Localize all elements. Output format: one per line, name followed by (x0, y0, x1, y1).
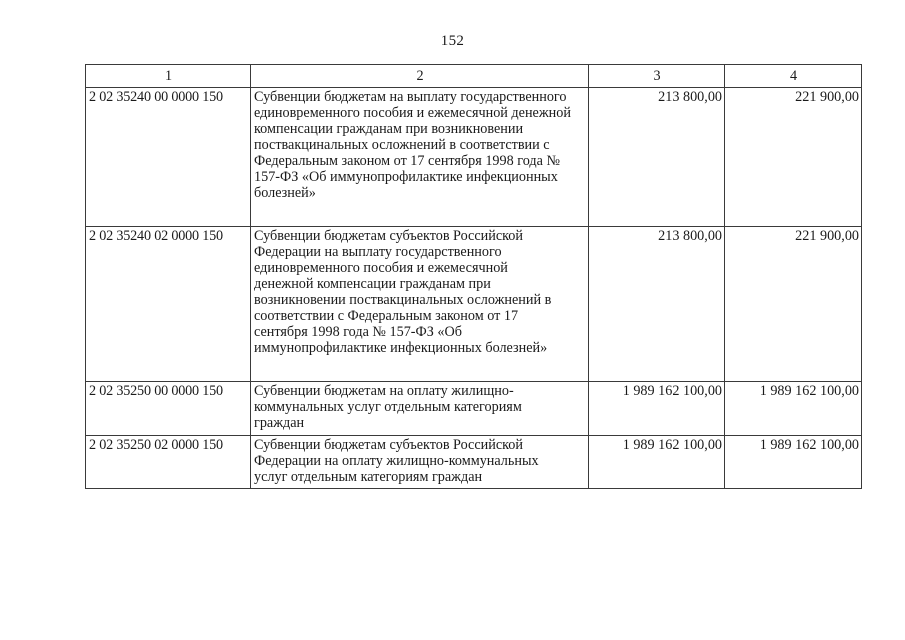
amount-year-1: 213 800,00 (589, 88, 725, 227)
income-name: Субвенции бюджетам на выплату государственного единовременного пособия и ежемесячной денежной компенсации гражданам при возникновении поствакцинальных осложнений в соответствии с Федеральным законом от 17 сентября 1998 года № 157-ФЗ «Об иммунопрофилактике инфекционных болезней» (251, 88, 589, 227)
amount-year-2: 1 989 162 100,00 (725, 382, 862, 436)
table-row (86, 382, 862, 436)
table-row (86, 227, 862, 382)
amount-year-2: 1 989 162 100,00 (725, 436, 862, 489)
amount-year-2: 221 900,00 (725, 227, 862, 382)
column-header-3: 3 (589, 65, 725, 88)
classification-code: 2 02 35250 00 0000 150 (86, 382, 251, 436)
income-name: Субвенции бюджетам на оплату жилищно-коммунальных услуг отдельным категориям граждан (251, 382, 589, 436)
budget-table (85, 64, 862, 489)
amount-year-1: 1 989 162 100,00 (589, 382, 725, 436)
classification-code: 2 02 35240 00 0000 150 (86, 88, 251, 227)
table-row (86, 436, 862, 489)
classification-code: 2 02 35250 02 0000 150 (86, 436, 251, 489)
income-name: Субвенции бюджетам субъектов Российской Федерации на выплату государственного единовременного пособия и ежемесячной денежной компенсации гражданам при возникновении поствакцинальных осложнений в соответствии с Федеральным законом от 17 сентября 1998 года № 157-ФЗ «Об иммунопрофилактике инфекционных болезней» (251, 227, 589, 382)
table-row (86, 88, 862, 227)
amount-year-1: 1 989 162 100,00 (589, 436, 725, 489)
income-name: Субвенции бюджетам субъектов Российской Федерации на оплату жилищно-коммунальных услуг отдельным категориям граждан (251, 436, 589, 489)
column-header-1: 1 (86, 65, 251, 88)
column-header-2: 2 (251, 65, 589, 88)
amount-year-1: 213 800,00 (589, 227, 725, 382)
amount-year-2: 221 900,00 (725, 88, 862, 227)
page-number: 152 (440, 33, 465, 49)
column-header-4: 4 (725, 65, 862, 88)
classification-code: 2 02 35240 02 0000 150 (86, 227, 251, 382)
table-header-row (86, 65, 862, 88)
